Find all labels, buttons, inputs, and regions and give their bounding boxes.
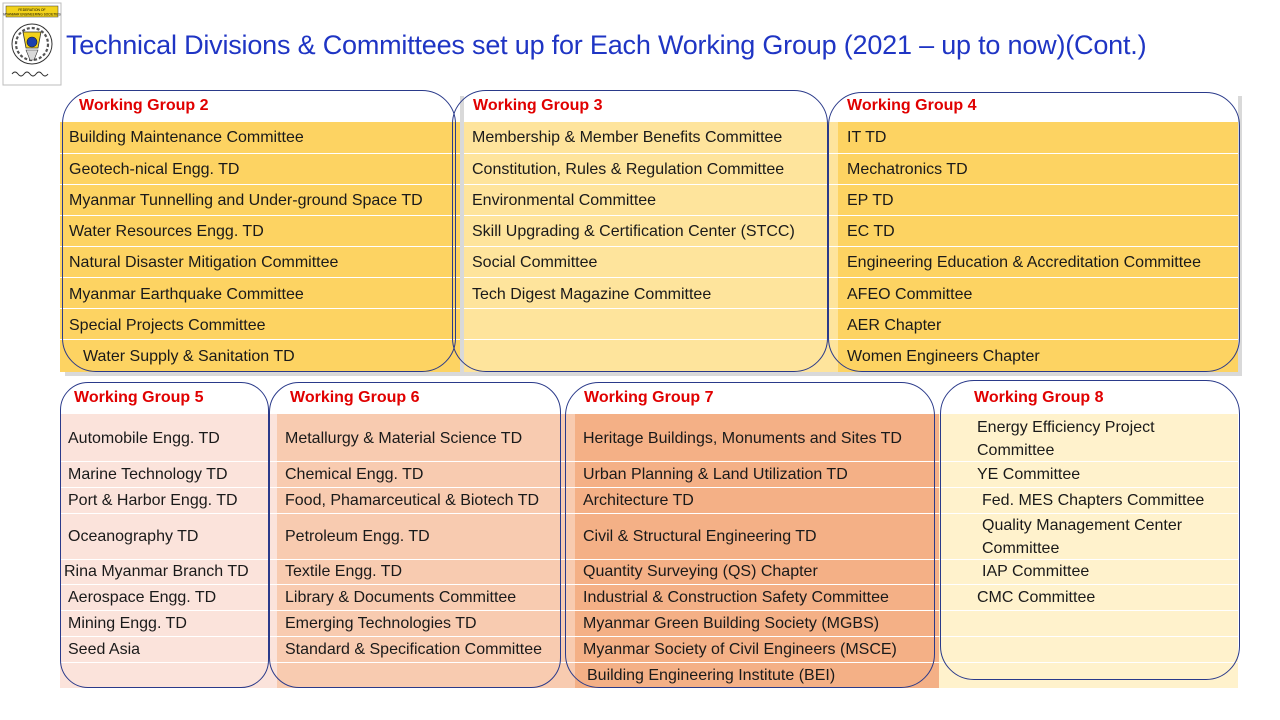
wg6-item: Metallurgy & Material Science TD: [285, 430, 523, 447]
wg5-item: Mining Engg. TD: [68, 615, 187, 632]
wg8-item: CMC Committee: [977, 589, 1096, 606]
wg4-item: AFEO Committee: [847, 286, 973, 303]
wg7-item: Building Engineering Institute (BEI): [587, 667, 836, 684]
wg7-item: Civil & Structural Engineering TD: [583, 528, 817, 545]
wg6-item: Food, Phamarceutical & Biotech TD: [285, 492, 540, 509]
wg5-item: Seed Asia: [68, 641, 141, 658]
wg7-item: Urban Planning & Land Utilization TD: [583, 466, 848, 483]
wg8-item: Energy Efficiency Project Committee: [977, 419, 1155, 459]
svg-text:FEDERATION OF: FEDERATION OF: [18, 8, 46, 12]
wg3-item: Constitution, Rules & Regulation Committee: [472, 161, 785, 178]
wg4-item: AER Chapter: [847, 317, 942, 334]
page-title: Technical Divisions & Committees set up for Each Working Group (2021 – up to now)(Cont.): [66, 30, 1147, 60]
wg6-item: Standard & Specification Committee: [285, 641, 543, 658]
wg7-header: Working Group 7: [584, 389, 714, 406]
wg4-item: IT TD: [847, 129, 887, 146]
wg8-item: Quality Management Center Committee: [982, 517, 1183, 557]
wg2-item: Special Projects Committee: [69, 317, 266, 334]
wg2-header: Working Group 2: [79, 97, 209, 114]
wg3-item: Social Committee: [472, 254, 598, 271]
wg3-item: Tech Digest Magazine Committee: [472, 286, 712, 303]
wg3-item: Environmental Committee: [472, 192, 657, 209]
wg2-item: Natural Disaster Mitigation Committee: [69, 254, 339, 271]
wg7-item: Industrial & Construction Safety Committee: [583, 589, 889, 606]
wg5-item: Marine Technology TD: [68, 466, 228, 483]
wg5-item: Oceanography TD: [68, 528, 199, 545]
wg6-item: Library & Documents Committee: [285, 589, 517, 606]
wg2-item: Building Maintenance Committee: [69, 129, 304, 146]
wg8-item: YE Committee: [977, 466, 1081, 483]
wg8-item: IAP Committee: [982, 563, 1090, 580]
wg7-item: Quantity Surveying (QS) Chapter: [583, 563, 818, 580]
wg3-item: Membership & Member Benefits Committee: [472, 129, 783, 146]
wg4-item: Mechatronics TD: [847, 161, 968, 178]
wg5-item: Aerospace Engg. TD: [68, 589, 217, 606]
wg8-header: Working Group 8: [974, 389, 1104, 406]
wg6-item: Textile Engg. TD: [285, 563, 403, 580]
wg5-item: Automobile Engg. TD: [68, 430, 220, 447]
wg6-header: Working Group 6: [290, 389, 420, 406]
wg5-item: Rina Myanmar Branch TD: [64, 563, 249, 580]
wg2-item: Geotech-nical Engg. TD: [69, 161, 240, 178]
wg2-item: Myanmar Earthquake Committee: [69, 286, 304, 303]
wg3-header: Working Group 3: [473, 97, 603, 114]
wg6-item: Petroleum Engg. TD: [285, 528, 430, 545]
wg8-item: Fed. MES Chapters Committee: [982, 492, 1205, 509]
wg2-item: Water Resources Engg. TD: [69, 223, 264, 240]
wg2-item: Myanmar Tunnelling and Under-ground Space TD: [69, 192, 423, 209]
wg6-item: Chemical Engg. TD: [285, 466, 424, 483]
wg4-item: EC TD: [847, 223, 895, 240]
wg5-item: Port & Harbor Engg. TD: [68, 492, 238, 509]
wg4-header: Working Group 4: [847, 97, 977, 114]
wg4-item: EP TD: [847, 192, 894, 209]
wg6-item: Emerging Technologies TD: [285, 615, 477, 632]
wg4-item: Engineering Education & Accreditation Committee: [847, 254, 1201, 271]
wg7-item: Myanmar Green Building Society (MGBS): [583, 615, 880, 632]
wg4-item: Women Engineers Chapter: [847, 348, 1040, 365]
wg7-item: Myanmar Society of Civil Engineers (MSCE): [583, 641, 897, 658]
wg3-item: Skill Upgrading & Certification Center (STCC): [472, 223, 795, 240]
wg5-header: Working Group 5: [74, 389, 204, 406]
wg7-item: Architecture TD: [583, 492, 694, 509]
wg7-item: Heritage Buildings, Monuments and Sites TD: [583, 430, 902, 447]
svg-text:MYANMAR ENGINEERING SOCIETIES: MYANMAR ENGINEERING SOCIETIES: [3, 12, 61, 17]
fmes-logo: [2, 2, 62, 86]
wg2-item: Water Supply & Sanitation TD: [83, 348, 295, 365]
